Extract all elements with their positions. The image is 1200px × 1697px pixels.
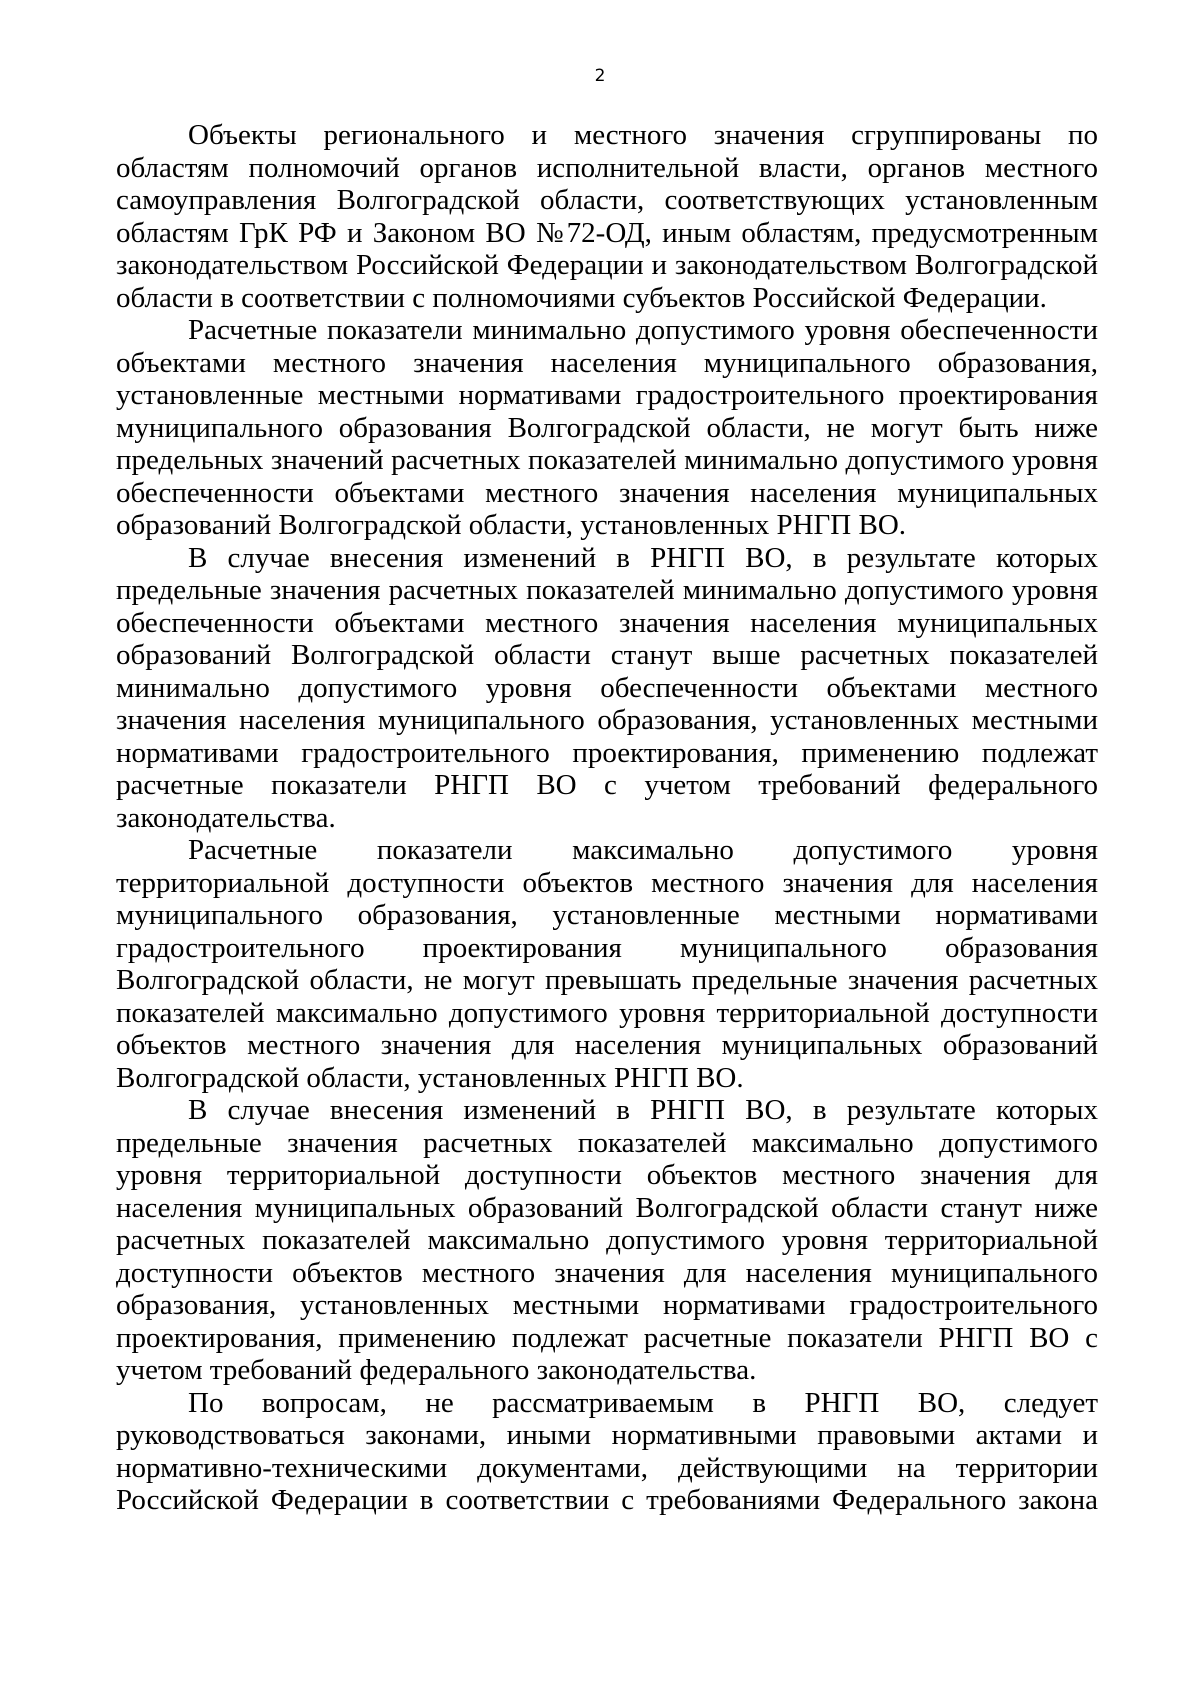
paragraph-min-provision-level: Расчетные показатели минимально допустимого уровня обеспеченности объектами местного значения населения муниципального образования, установленные местными нормативами градостроительного проектирования муниципального образования Волгоградской области, не могут быть ниже предельных значений расчетных показателей минимально допустимого уровня обеспеченности объектами местного значения населения муниципальных образований Волгоградской области, установленных РНГП ВО. — [116, 314, 1098, 541]
paragraph-other-regulations: По вопросам, не рассматриваемым в РНГП ВО, следует руководствоваться законами, иными нормативными правовыми актами и нормативно-техническими документами, действующими на территории Российской Федерации в соответствии с требованиями Федерального закона — [116, 1386, 1098, 1516]
page-number: 2 — [594, 66, 606, 86]
paragraph-max-accessibility-level: Расчетные показатели максимально допустимого уровня территориальной доступности объектов местного значения для населения муниципального образования, установленные местными нормативами градостроительного проектирования муниципального образования Волгоградской области, не могут превышать предельные значения расчетных показателей максимально допустимого уровня территориальной доступности объектов местного значения для населения муниципальных образований Волгоградской области, установленных РНГП ВО. — [116, 834, 1098, 1094]
paragraph-min-provision-changes: В случае внесения изменений в РНГП ВО, в результате которых предельные значения расчетных показателей минимально допустимого уровня обеспеченности объектами местного значения населения муниципальных образований Волгоградской области станут выше расчетных показателей минимально допустимого уровня обеспеченности объектами местного значения населения муниципального образования, установленных местными нормативами градостроительного проектирования, применению подлежат расчетные показатели РНГП ВО с учетом требований федерального законодательства. — [116, 541, 1098, 834]
document-body — [116, 119, 1098, 1517]
paragraph-max-accessibility-changes: В случае внесения изменений в РНГП ВО, в результате которых предельные значения расчетных показателей максимально допустимого уровня территориальной доступности объектов местного значения для населения муниципальных образований Волгоградской области станут ниже расчетных показателей максимально допустимого уровня территориальной доступности объектов местного значения для населения муниципального образования, установленных местными нормативами градостроительного проектирования, применению подлежат расчетные показатели РНГП ВО с учетом требований федерального законодательства. — [116, 1094, 1098, 1386]
paragraph-object-grouping: Объекты регионального и местного значения сгруппированы по областям полномочий органов исполнительной власти, органов местного самоуправления Волгоградской области, соответствующих установленным областям ГрК РФ и Законом ВО №72-ОД, иным областям, предусмотренным законодательством Российской Федерации и законодательством Волгоградской области в соответствии с полномочиями субъектов Российской Федерации. — [116, 119, 1098, 314]
